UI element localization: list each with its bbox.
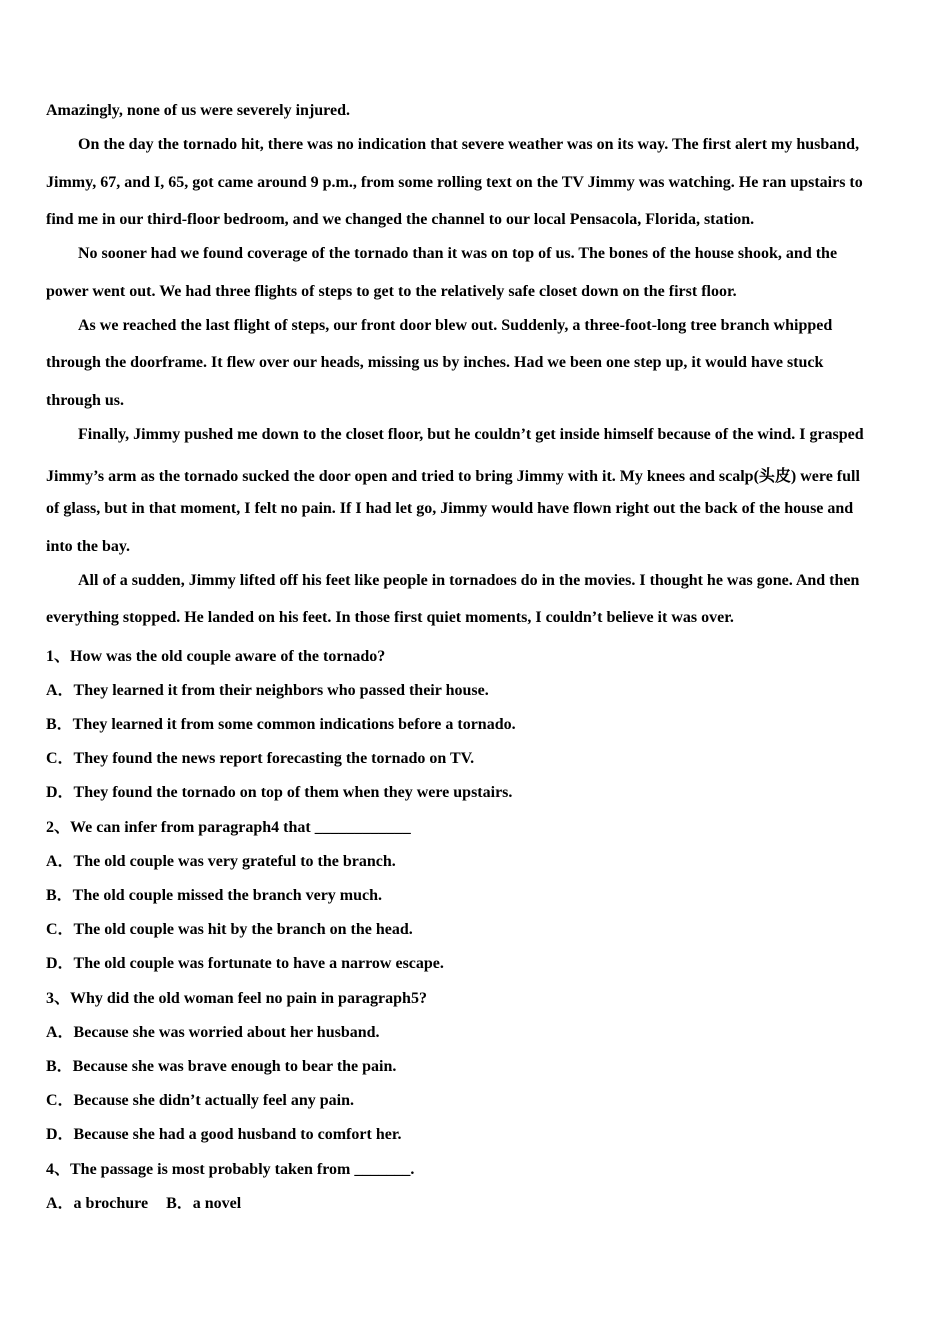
paragraph-4-line-1: As we reached the last flight of steps, our front door blew out. Suddenly, a three-foot-long tree branch whipped [78, 317, 833, 334]
paragraph-4-line-3: through us. [46, 392, 124, 409]
paragraph-5-line-3: of glass, but in that moment, I felt no pain. If I had let go, Jimmy would have flown right out the back of the house and [46, 500, 854, 517]
question-1-option-c: C．They found the news report forecasting the tornado on TV. [46, 750, 475, 767]
question-3-option-b: B．Because she was brave enough to bear the pain. [46, 1058, 397, 1075]
question-1-option-a: A．They learned it from their neighbors who passed their house. [46, 682, 489, 699]
question-3-option-a: A．Because she was worried about her husband. [46, 1024, 380, 1041]
question-2-option-a: A．The old couple was very grateful to the branch. [46, 853, 396, 870]
paragraph-5-line-4: into the bay. [46, 538, 131, 555]
paragraph-2-line-2: Jimmy, 67, and I, 65, got came around 9 p.m., from some rolling text on the TV Jimmy was watching. He ran upstairs to [46, 174, 863, 191]
question-4-stem: 4、The passage is most probably taken from _______. [46, 1161, 415, 1178]
question-2-stem: 2、We can infer from paragraph4 that ____________ [46, 819, 411, 836]
question-2-option-c: C．The old couple was hit by the branch on the head. [46, 921, 413, 938]
question-2-option-d: D．The old couple was fortunate to have a narrow escape. [46, 955, 444, 972]
question-1-stem: 1、How was the old couple aware of the tornado? [46, 648, 386, 665]
question-3-option-c: C．Because she didn’t actually feel any pain. [46, 1092, 355, 1109]
paragraph-2-line-1: On the day the tornado hit, there was no indication that severe weather was on its way. The first alert my husband, [78, 136, 860, 153]
paragraph-intro: Amazingly, none of us were severely injured. [46, 102, 350, 119]
paragraph-6-line-1: All of a sudden, Jimmy lifted off his feet like people in tornadoes do in the movies. I thought he was gone. And then [78, 572, 860, 589]
question-3-stem: 3、Why did the old woman feel no pain in paragraph5? [46, 990, 427, 1007]
question-4-option-b: B．a novel [166, 1195, 242, 1212]
paragraph-3-line-1: No sooner had we found coverage of the tornado than it was on top of us. The bones of the house shook, and the [78, 245, 838, 262]
paragraph-3-line-2: power went out. We had three flights of steps to get to the relatively safe closet down on the first floor. [46, 283, 737, 300]
paragraph-6-line-2: everything stopped. He landed on his feet. In those first quiet moments, I couldn’t believe it was over. [46, 609, 734, 626]
question-1-option-d: D．They found the tornado on top of them when they were upstairs. [46, 784, 513, 801]
question-1-option-b: B．They learned it from some common indications before a tornado. [46, 716, 516, 733]
paragraph-4-line-2: through the doorframe. It flew over our heads, missing us by inches. Had we been one step up, it would have stuck [46, 354, 824, 371]
paragraph-2-line-3: find me in our third-floor bedroom, and we changed the channel to our local Pensacola, Florida, station. [46, 211, 755, 228]
question-2-option-b: B．The old couple missed the branch very much. [46, 887, 383, 904]
question-4-options-row [46, 1190, 906, 1213]
paragraph-5-line-2: Jimmy’s arm as the tornado sucked the door open and tried to bring Jimmy with it. My knees and scalp(头皮) were full [46, 468, 860, 485]
question-3-option-d: D．Because she had a good husband to comfort her. [46, 1126, 402, 1143]
question-4-option-a: A．a brochure [46, 1195, 149, 1212]
paragraph-5-line-1: Finally, Jimmy pushed me down to the closet floor, but he couldn’t get inside himself because of the wind. I grasped [78, 426, 864, 443]
